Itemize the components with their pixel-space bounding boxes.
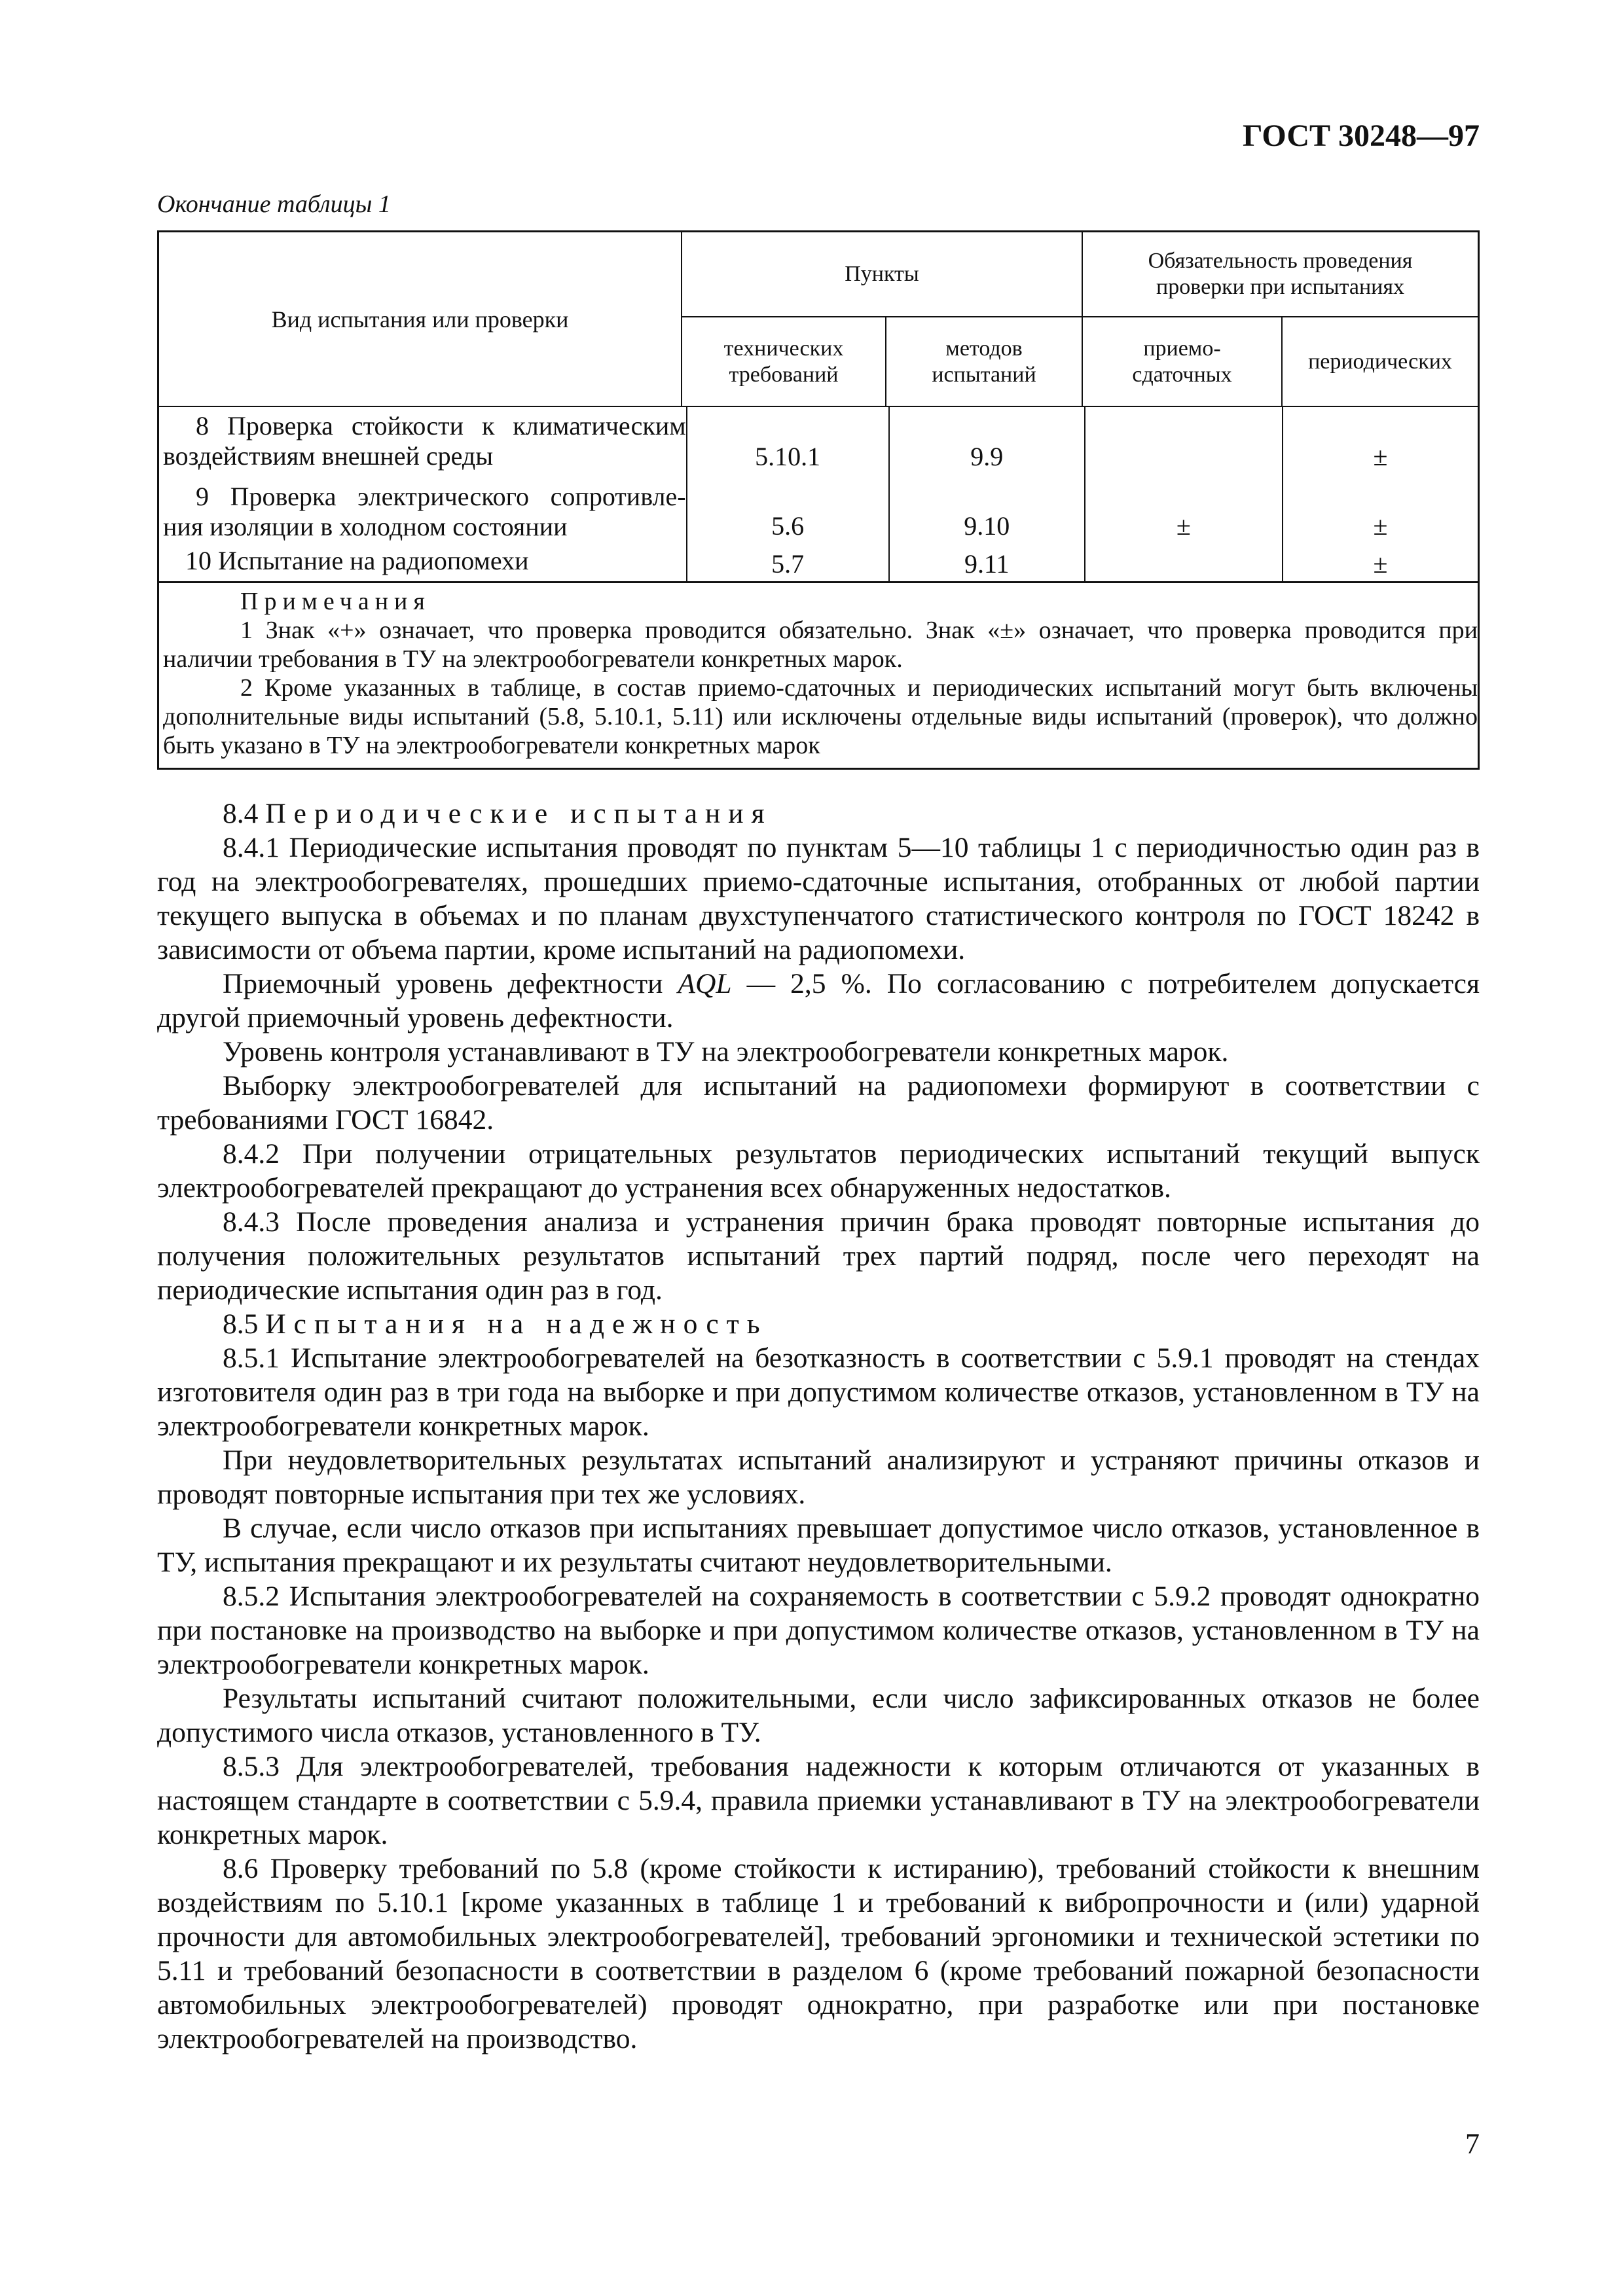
header-obligation-group: [1082, 232, 1478, 406]
test-table: [157, 230, 1480, 770]
paragraph: 8.4.2 При получении отрицательных результатов периодических испытаний текущий выпуск электрообогревателей прекращают до устранения всех обнаруженных недостатков.: [157, 1138, 1480, 1204]
table-row: [159, 406, 1478, 474]
table-row: [159, 543, 1478, 581]
row-label-line: 9 Проверка электрического сопротивле-: [196, 482, 686, 511]
row-method: 9.9: [888, 407, 1084, 474]
table-header: [159, 232, 1478, 406]
paragraph: 8.4.3 После проведения анализа и устранения причин брака проводят повторные испытания до получения положительных результатов испытаний трех партий подряд, после чего переходят на периодические испытания один раз в год.: [157, 1206, 1480, 1306]
paragraph: Результаты испытаний считают положительными, если число зафиксированных отказов не более допустимого числа отказов, установленного в ТУ.: [157, 1683, 1480, 1748]
row-periodic: ±: [1282, 543, 1478, 581]
paragraph: В случае, если число отказов при испытаниях превышает допустимое число отказов, установленное в ТУ, испытания прекращают и их результаты считают неудовлетворительными.: [157, 1513, 1480, 1578]
section-heading: [157, 1307, 1480, 1341]
row-label: [159, 474, 686, 543]
section-number: 8.5: [223, 1308, 259, 1340]
paragraph: 8.5.2 Испытания электрообогревателей на сохраняемость в соответствии с 5.9.2 проводят однократно при постановке на производство на выборке и при допустимом количестве отказов, установленном в ТУ на электрообогреватели конкретных марок.: [157, 1581, 1480, 1680]
page-number: 7: [1465, 2128, 1480, 2160]
row-label-line: 8 Проверка стойкости к климатическим: [196, 411, 686, 440]
paragraph: [157, 967, 1480, 1035]
header-points: Пункты: [682, 232, 1082, 317]
note-2: 2 Кроме указанных в таблице, в состав приемо-сдаточных и периодических испытаний могут быть включены дополнительные виды испытаний (5.8, 5.10.1, 5.11) или исключены отдельные виды испытаний (проверок), что должно быть указано в ТУ на электрообогреватели конкретных марок: [163, 674, 1478, 759]
row-acceptance: [1084, 407, 1282, 474]
aql-term: AQL: [678, 968, 732, 999]
row-periodic: ±: [1282, 474, 1478, 543]
paragraph: 8.5.1 Испытание электрообогревателей на безотказность в соответствии с 5.9.1 проводят на стендах изготовителя один раз в три года на выборке и при допустимом количестве отказов, установленном в ТУ на электрообогреватели конкретных марок.: [157, 1342, 1480, 1442]
section-number: 8.4: [223, 798, 259, 829]
header-test-type: [159, 232, 681, 406]
paragraph: При неудовлетворительных результатах испытаний анализируют и устраняют причины отказов и проводят повторные испытания при тех же условиях.: [157, 1444, 1480, 1510]
paragraph: 8.6 Проверку требований по 5.8 (кроме стойкости к истиранию), требований стойкости к внешним воздействиям по 5.10.1 [кроме указанных в таблице 1 и требований к вибропрочности и (или) ударной прочности для автомобильных электрообогревателей], требований эргономики и технической эстетики по 5.11 и требований безопасности в соответствии в разделом 6 (кроме требований пожарной безопасности автомобильных электрообогревателей) проводят однократно, при разработке или при постановке электрообогревателей на производство.: [157, 1853, 1480, 2054]
row-method: 9.11: [888, 543, 1084, 581]
note-1: 1 Знак «+» означает, что проверка проводится обязательно. Знак «±» означает, что проверка проводится при наличии требования в ТУ на электрообогреватели конкретных марок.: [163, 617, 1478, 673]
row-label: [159, 543, 686, 581]
row-tech: 5.6: [686, 474, 888, 543]
table-row: [159, 474, 1478, 543]
row-tech: 5.10.1: [686, 407, 888, 474]
header-acceptance: приемо-сдаточных: [1132, 336, 1232, 387]
header-points-group: [681, 232, 1082, 406]
notes-title: Примечания: [240, 588, 431, 615]
row-label-line: воздействиям внешней среды: [163, 441, 494, 471]
header-obligation: Обязательность проведения проверки при испытаниях: [1083, 232, 1478, 317]
table-notes: [159, 581, 1478, 768]
section-title: Периодические испытания: [265, 798, 773, 829]
row-acceptance: [1084, 543, 1282, 581]
paragraph: Уровень контроля устанавливают в ТУ на электрообогреватели конкретных марок.: [223, 1036, 1229, 1067]
header-tech-req: технических требований: [723, 336, 844, 387]
table-caption: Окончание таблицы 1: [157, 190, 391, 218]
row-label-line: 10 Испытание на радиопомехи: [185, 546, 529, 575]
paragraph: 8.4.1 Периодические испытания проводят по пунктам 5—10 таблицы 1 с периодичностью один раз в год на электрообогревателях, прошедших приемо-сдаточные испытания, отобранных от любой партии текущего выпуска в объемах и по планам двухступенчатого статистического контроля по ГОСТ 18242 в зависимости от объема партии, кроме испытаний на радиопомехи.: [157, 832, 1480, 965]
paragraph-part: — 2,5 %. По согласованию с потребителем допускается другой приемочный уровень дефектности.: [157, 968, 1480, 1033]
row-label-line: ния изоляции в холодном состоянии: [163, 512, 568, 541]
row-periodic: ±: [1282, 407, 1478, 474]
section-title: Испытания на надежность: [265, 1308, 768, 1340]
paragraph: 8.5.3 Для электрообогревателей, требования надежности к которым отличаются от указанных в настоящем стандарте в соответствии с 5.9.4, правила приемки устанавливают в ТУ на электрообогреватели конкретных марок.: [157, 1751, 1480, 1850]
row-tech: 5.7: [686, 543, 888, 581]
row-acceptance: ±: [1084, 474, 1282, 543]
body-text: [157, 797, 1480, 2056]
row-method: 9.10: [888, 474, 1084, 543]
document-code: ГОСТ 30248—97: [1243, 118, 1480, 153]
paragraph: Выборку электрообогревателей для испытаний на радиопомехи формируют в соответствии с требованиями ГОСТ 16842.: [157, 1070, 1480, 1136]
header-periodic: периодических: [1281, 317, 1478, 406]
paragraph-part: Приемочный уровень дефектности: [223, 968, 678, 999]
header-methods: методов испытаний: [885, 317, 1082, 406]
header-test-type-text: Вид испытания или проверки: [271, 306, 569, 332]
row-label: [159, 407, 686, 474]
section-heading: [157, 797, 1480, 831]
